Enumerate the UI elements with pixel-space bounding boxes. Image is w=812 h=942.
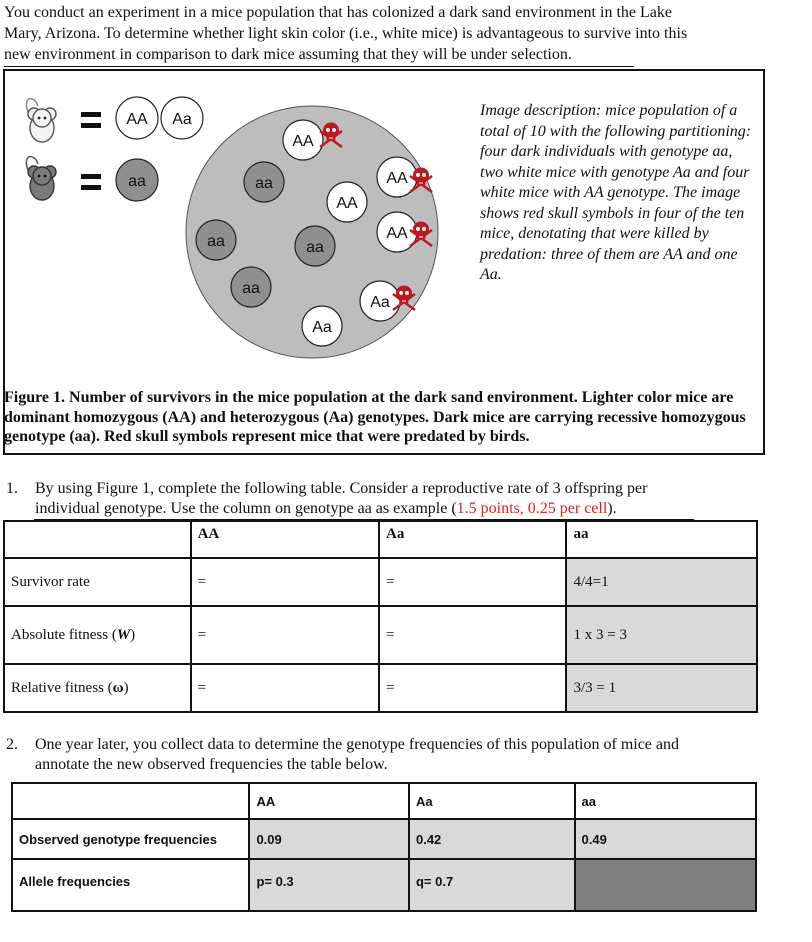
question-2-number: 2. xyxy=(6,736,18,753)
question-1-line-2: individual genotype. Use the column on genotype aa as example (1.5 points, 0.25 per cell). xyxy=(35,500,617,517)
intro-line-2: Mary, Arizona. To determine whether light skin color (i.e., white mice) is advantageous to survive into this xyxy=(4,25,688,42)
cell-AA-absolute[interactable]: = xyxy=(191,606,379,664)
equals-sign-dark xyxy=(81,174,101,190)
figure-caption: Figure 1. Number of survivors in the mice population at the dark sand environment. Lighter color mice are dominant homozygous (AA) and heterozygous (Aa) genotypes. Dark mice are carrying recessive homozygous genotype (aa). Red skull symbols represent mice that were predated by birds. xyxy=(4,389,746,445)
table-header-row xyxy=(4,521,757,558)
header-aa: aa xyxy=(566,521,757,558)
question-2-line-1: One year later, you collect data to determine the genotype frequencies of this population of mice and xyxy=(35,736,680,753)
cell-aa-observed: 0.49 xyxy=(575,819,756,859)
svg-text:aa: aa xyxy=(306,239,324,256)
question-1-number: 1. xyxy=(6,480,18,497)
legend-genotype-aa xyxy=(116,159,158,201)
legend-genotype-AA xyxy=(116,97,158,139)
intro-line-1: You conduct an experiment in a mice population that has colonized a dark sand environment in the Lake xyxy=(4,4,672,21)
cell-aa-survivor: 4/4=1 xyxy=(566,558,757,606)
question-2 xyxy=(6,735,796,777)
header-empty xyxy=(4,521,191,558)
cell-aa-absolute: 1 x 3 = 3 xyxy=(566,606,757,664)
svg-text:aa: aa xyxy=(242,280,260,297)
question-1 xyxy=(6,479,796,521)
cell-Aa-absolute[interactable]: = xyxy=(379,606,566,664)
table-header-row xyxy=(12,783,756,819)
freq-header-aa: aa xyxy=(575,783,756,819)
cell-Aa-survivor[interactable]: = xyxy=(379,558,566,606)
svg-text:aa: aa xyxy=(255,175,273,192)
legend-genotype-AA-label: AA xyxy=(126,111,148,128)
mouse-individual xyxy=(295,226,335,266)
fitness-table xyxy=(3,520,758,713)
svg-text:AA: AA xyxy=(386,170,408,187)
cell-p-frequency: p= 0.3 xyxy=(249,859,409,911)
equals-sign-white xyxy=(81,112,101,128)
frequency-table xyxy=(11,782,757,912)
points-text: 1.5 points, 0.25 per cell xyxy=(456,500,608,517)
svg-text:aa: aa xyxy=(207,233,225,250)
mouse-individual xyxy=(231,267,271,307)
mouse-individual xyxy=(244,162,284,202)
freq-header-AA: AA xyxy=(249,783,409,819)
row-label-survivor-rate: Survivor rate xyxy=(4,558,191,606)
cell-Aa-observed: 0.42 xyxy=(409,819,575,859)
mouse-individual xyxy=(327,182,367,222)
table-row xyxy=(4,558,757,606)
cell-Aa-relative[interactable]: = xyxy=(379,664,566,712)
question-1-line-1: By using Figure 1, complete the following table. Consider a reproductive rate of 3 offspring per xyxy=(35,480,648,497)
cell-q-frequency: q= 0.7 xyxy=(409,859,575,911)
cell-empty-dark xyxy=(575,859,756,911)
freq-header-Aa: Aa xyxy=(409,783,575,819)
mouse-individual xyxy=(196,220,236,260)
row-label-allele-frequencies: Allele frequencies xyxy=(12,859,249,911)
mouse-individual xyxy=(302,306,342,346)
svg-text:AA: AA xyxy=(336,195,358,212)
row-label-relative-fitness: Relative fitness (ω) xyxy=(4,664,191,712)
legend-genotype-Aa-label: Aa xyxy=(172,111,192,128)
dark-mouse-icon xyxy=(26,157,56,200)
table-row xyxy=(12,859,756,911)
image-description: Image description: mice population of a total of 10 with the following partitioning: four dark individuals with genotype aa, two white mice with genotype Aa and four white mice with AA genotype. The image shows red skull symbols in four of the ten mice, denotating that were killed by predation: three of them are AA and one Aa. xyxy=(480,102,752,283)
table-row xyxy=(4,606,757,664)
header-AA: AA xyxy=(191,521,379,558)
cell-AA-relative[interactable]: = xyxy=(191,664,379,712)
freq-header-empty xyxy=(12,783,249,819)
question-2-line-2: annotate the new observed frequencies the table below. xyxy=(35,756,388,773)
row-label-observed-frequencies: Observed genotype frequencies xyxy=(12,819,249,859)
svg-text:AA: AA xyxy=(292,133,314,150)
white-mouse-icon xyxy=(26,99,56,142)
cell-AA-survivor[interactable]: = xyxy=(191,558,379,606)
svg-text:Aa: Aa xyxy=(370,294,390,311)
legend-genotype-aa-label: aa xyxy=(128,173,146,190)
svg-text:AA: AA xyxy=(386,225,408,242)
legend-genotype-Aa xyxy=(161,97,203,139)
intro-line-3: new environment in comparison to dark mice assuming that they will be under selection. xyxy=(4,46,572,63)
cell-AA-observed: 0.09 xyxy=(249,819,409,859)
svg-text:Aa: Aa xyxy=(312,319,332,336)
table-row xyxy=(4,664,757,712)
table-row xyxy=(12,819,756,859)
row-label-absolute-fitness: Absolute fitness (W) xyxy=(4,606,191,664)
cell-aa-relative: 3/3 = 1 xyxy=(566,664,757,712)
header-Aa: Aa xyxy=(379,521,566,558)
